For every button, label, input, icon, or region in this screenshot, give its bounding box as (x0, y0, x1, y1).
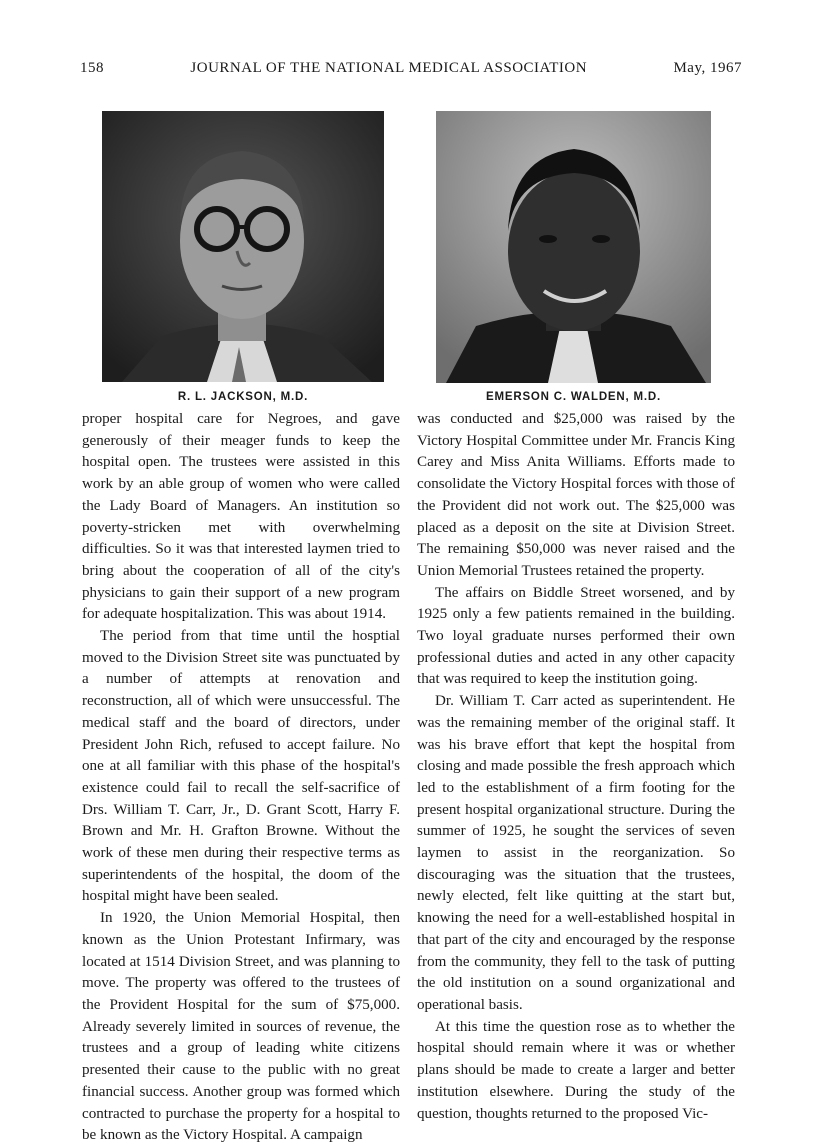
left-paragraph-2: The period from that time until the hosptial moved to the Division Street site was punctuated by a number of attempts at renovation and reconstruction, all of which were unsuccessful. The medical staff and the board of directors, under President John Rich, refused to accept failure. No one at all familiar with this phase of the hospital's existence could fail to recall the self-sacrifice of Drs. William T. Carr, Jr., D. Grant Scott, Harry F. Brown and Mr. H. Grafton Browne. Without the work of these men during their respective terms as superintendents of the hospital, the doom of the hospital might have been sealed. (82, 628, 400, 905)
left-paragraph-1: proper hospital care for Negroes, and gave generously of their meager funds to keep the hospital open. The trustees were assisted in this work by an able group of women who were called the Lady Board of Managers. An institution so poverty-stricken met with overwhelming difficulties. So it was that interested laymen tried to bring about the cooperation of all of the city's physicians to gain their support of a new program for adequate hospitalization. This was about 1914. (82, 411, 400, 623)
right-paragraph-3: Dr. William T. Carr acted as superintendent. He was the remaining member of the original staff. It was his brave effort that kept the hospital from closing and made possible the fresh approach which led to the establishment of a firm footing for the present hospital organizational structure. During the summer of 1925, he sought the services of seven laymen to assist in the reorganization. So discouraging was the situation that the trustees, newly elected, felt like quitting at the start but, knowing the need for a well-established hospital in that part of the city and encouraged by the response from the community, they fell to the task of putting the old institution on a sound organizational and operational basis. (417, 693, 735, 1013)
right-paragraph-1: was conducted and $25,000 was raised by the Victory Hospital Committee under Mr. Francis King Carey and Miss Anita Williams. Efforts made to consolidate the Victory Hospital forces with those of the Provident did not work out. The $25,000 was placed as a deposit on the site at Division Street. The remaining $50,000 was never raised and the Union Memorial Trustees retained the property. (417, 411, 735, 579)
right-paragraph-2: The affairs on Biddle Street worsened, and by 1925 only a few patients remained in the building. Two loyal graduate nurses performed their own professional duties and acted in any other capacity that was required to keep the institution going. (417, 584, 735, 688)
running-head (80, 60, 742, 77)
portrait-photo-right (436, 111, 711, 383)
journal-title: JOURNAL OF THE NATIONAL MEDICAL ASSOCIATION (190, 60, 588, 76)
left-text-column (82, 409, 400, 1147)
issue-date: May, 1967 (673, 60, 742, 76)
right-text-column (417, 409, 735, 1125)
portrait-caption-right: EMERSON C. WALDEN, M.D. (486, 391, 661, 403)
right-paragraph-4: At this time the question rose as to whether the hospital should remain where it was or whether plans should be made to create a larger and better institution elsewhere. During the study of the question, thoughts returned to the proposed Vic- (417, 1018, 735, 1122)
page-number: 158 (80, 60, 104, 76)
portrait-photo-left (102, 111, 384, 382)
portrait-caption-left: R. L. JACKSON, M.D. (177, 391, 309, 403)
left-paragraph-3: In 1920, the Union Memorial Hospital, then known as the Union Protestant Infirmary, was located at 1514 Division Street, and was planning to move. The property was offered to the trustees of the Provident Hospital for the sum of $75,000. Already severely limited in sources of revenue, the trustees and a group of leading white citizens presented their cause to the public with no great financial success. Another group was formed which contracted to purchase the property for a hospital to be known as the Victory Hospital. A campaign (82, 910, 400, 1144)
